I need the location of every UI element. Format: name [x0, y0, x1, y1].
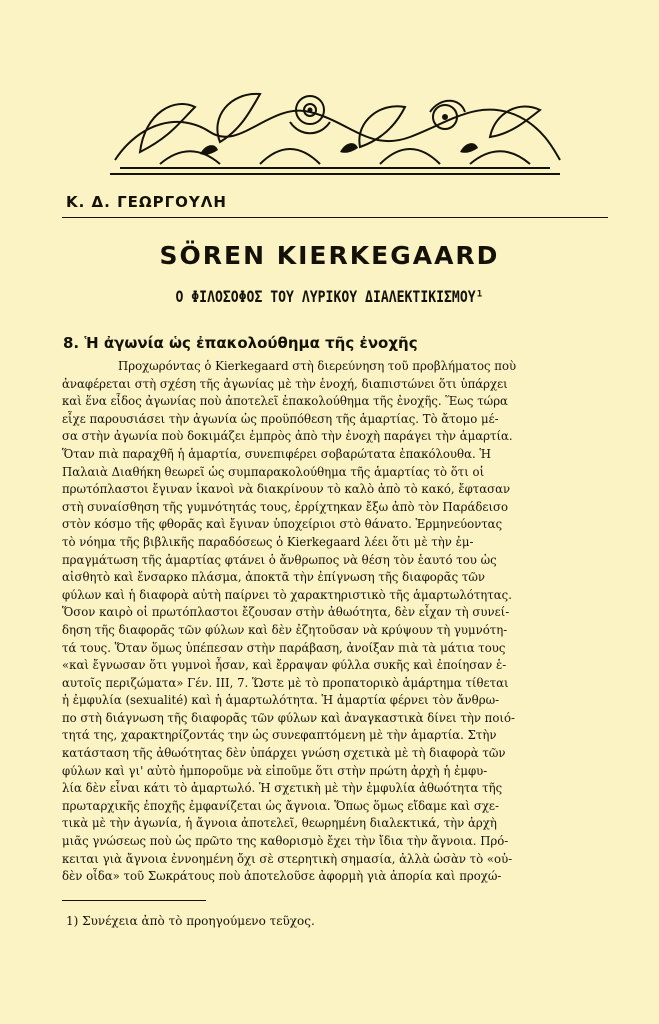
body-line: Ὅσον καιρὸ οἱ πρωτόπλαστοι ἔζουσαν στὴν ἀθωότητα, δὲν εἶχαν τὴ συνεί-: [62, 605, 510, 620]
body-line: ἀναφέρεται στὴ σχέση τῆς ἀγωνίας μὲ τὴν ἐνοχή, διαπιστώνει ὅτι ὑπάρχει: [62, 376, 508, 391]
body-line: κειται γιὰ ἄγνοια ἐννοημένη ὄχι σὲ στερητικὴ σημασία, ἀλλὰ ὡσὰν τὸ «οὐ-: [62, 851, 513, 866]
body-line: πρωτόπλαστοι ἔγιναν ἱκανοὶ νὰ διακρίνουν τὸ καλὸ ἀπὸ τὸ κακό, ἔφτασαν: [62, 482, 511, 497]
article-title: SÖREN KIERKEGAARD: [159, 241, 500, 270]
article-body: [62, 358, 608, 886]
body-line: ἡ ἐμφυλία (sexualité) καὶ ἡ ἁμαρτωλότητα. Ἡ ἁμαρτία φέρνει τὸν ἄνθρω-: [62, 693, 500, 708]
body-line: σα στὴν ἀγωνία ποὺ δοκιμάζει ἐμπρὸς ἀπὸ τὴν ἐνοχὴ παράγει τὴν ἁμαρτία.: [62, 429, 513, 444]
body-line: πραγμάτωση τῆς ἁμαρτίας φτάνει ὁ ἄνθρωπος νὰ θέση τὸν ἑαυτό του ὡς: [62, 552, 497, 567]
body-line: τά τους. Ὅταν ὅμως ὑπέπεσαν στὴν παράβαση, ἀνοίξαν πιὰ τὰ μάτια τους: [62, 640, 506, 655]
body-line: Προχωρόντας ὁ Kierkegaard στὴ διερεύνηση τοῦ προβλήματος ποὺ: [118, 359, 517, 373]
body-line: στὸν κόσμο τῆς φθορᾶς καὶ ἔγιναν ὑποχείριοι στὸ θάνατο. Ἑρμηνεύοντας: [62, 517, 503, 532]
body-line: Παλαιὰ Διαθήκη θεωρεῖ ὡς συμπαρακολούθημα τῆς ἁμαρτίας τὸ ὅτι οἱ: [62, 464, 485, 479]
body-line: φύλων καὶ ἡ διαφορὰ αὐτὴ παίρνει τὸ χαρακτηριστικὸ τῆς ἁμαρτωλότητας.: [62, 587, 512, 602]
body-line: τὸ νόημα τῆς βιβλικῆς παραδόσεως ὁ Kierkegaard λέει ὅτι μὲ τὴν ἐμ-: [62, 534, 474, 549]
section-heading: 8. Ἡ ἀγωνία ὡς ἐπακολούθημα τῆς ἐνοχῆς: [63, 334, 418, 352]
body-line: μιᾶς γνώσεως ποὺ ὡς πρῶτο της καθορισμὸ ἔχει τὴν ἴδια τὴν ἄγνοια. Πρό-: [62, 834, 509, 849]
body-line: τικὰ μὲ τὴν ἀγωνία, ἡ ἄγνοια ἀποτελεῖ, θεωρημένη διαλεκτικά, τὴν ἀρχὴ: [62, 816, 497, 831]
body-line: στὴ συναίσθηση τῆς γυμνότητάς τους, ἐρρίχτηκαν ἔξω ἀπὸ τὸν Παράδεισο: [62, 499, 509, 514]
body-line: πο στὴ διάγνωση τῆς διαφορᾶς τῶν φύλων καὶ ἀναγκαστικὰ δίνει τὴν ποιό-: [62, 710, 515, 725]
body-line: αἰσθητὸ καὶ ἔνσαρκο πλάσμα, ἀποκτᾶ τὴν ἐπίγνωση τῆς διαφορᾶς τῶν: [62, 570, 485, 585]
body-line: πρωταρχικῆς ἐποχῆς ἐμφανίζεται ὡς ἄγνοια. Ὅπως ὅμως εἴδαμε καὶ σχε-: [62, 798, 499, 813]
body-line: τητά της, χαρακτηρίζοντάς την ὡς συνεφαπτόμενη μὲ τὴν ἁμαρτία. Στὴν: [62, 728, 497, 743]
body-line: κατάσταση τῆς ἀθωότητας δὲν ὑπάρχει γνώση σχετικὰ μὲ τὴ διαφορὰ τῶν: [62, 746, 506, 761]
footnote: 1) Συνέχεια ἀπὸ τὸ προηγούμενο τεῦχος.: [66, 914, 315, 928]
body-line: λία δὲν εἶναι κάτι τὸ ἁμαρτωλό. Ἡ σχετικὴ μὲ τὴν ἐμφυλία ἀθωότητα τῆς: [62, 781, 503, 796]
body-line: φύλων καὶ γι' αὐτὸ ἠμποροῦμε νὰ εἰποῦμε ὅτι στὴν πρώτη ἀρχὴ ἡ ἐμφυ-: [62, 763, 488, 778]
body-line: εἶχε παρουσιάσει τὴν ἀγωνία ὡς προϋπόθεση τῆς ἁμαρτίας. Τὸ ἄτομο μέ-: [62, 411, 499, 426]
author-name: Κ. Δ. ΓΕΩΡΓΟΥΛΗ: [66, 193, 227, 211]
author-divider: [62, 217, 608, 218]
body-line: δὲν οἶδα» τοῦ Σωκράτους ποὺ ἀποτελοῦσε ἀφορμὴ γιὰ ἀπορία καὶ προχώ-: [62, 869, 502, 884]
body-line: αυτοῖς περιζώματα» Γέν. ΙΙΙ, 7. Ὥστε μὲ τὸ προπατορικὸ ἁμάρτημα τίθεται: [62, 675, 509, 690]
footnote-divider: [62, 900, 206, 901]
body-line: δηση τῆς διαφορᾶς τῶν φύλων καὶ δὲν ἐζητοῦσαν νὰ κρύψουν τὴ γυμνότη-: [62, 622, 508, 637]
body-line: «καὶ ἔγνωσαν ὅτι γυμνοὶ ἦσαν, καὶ ἔρραψαν φύλλα συκῆς καὶ ἐποίησαν ἑ-: [62, 658, 507, 673]
decorative-floral-header: [100, 82, 570, 182]
body-line: καὶ ἕνα εἶδος ἀγωνίας ποὺ ἀποτελεῖ ἐπακολούθημα τῆς ἐνοχῆς. Ἕως τώρα: [62, 394, 508, 409]
body-line: Ὅταν πιὰ παραχθῆ ἡ ἁμαρτία, συνεπιφέρει σοβαρώτατα ἐπακόλουθα. Ἡ: [62, 446, 491, 461]
article-subtitle: Ο ΦΙΛΟΣΟΦΟΣ ΤΟΥ ΛΥΡΙΚΟΥ ΔΙΑΛΕΚΤΙΚΙΣΜΟΥ¹: [175, 287, 484, 306]
